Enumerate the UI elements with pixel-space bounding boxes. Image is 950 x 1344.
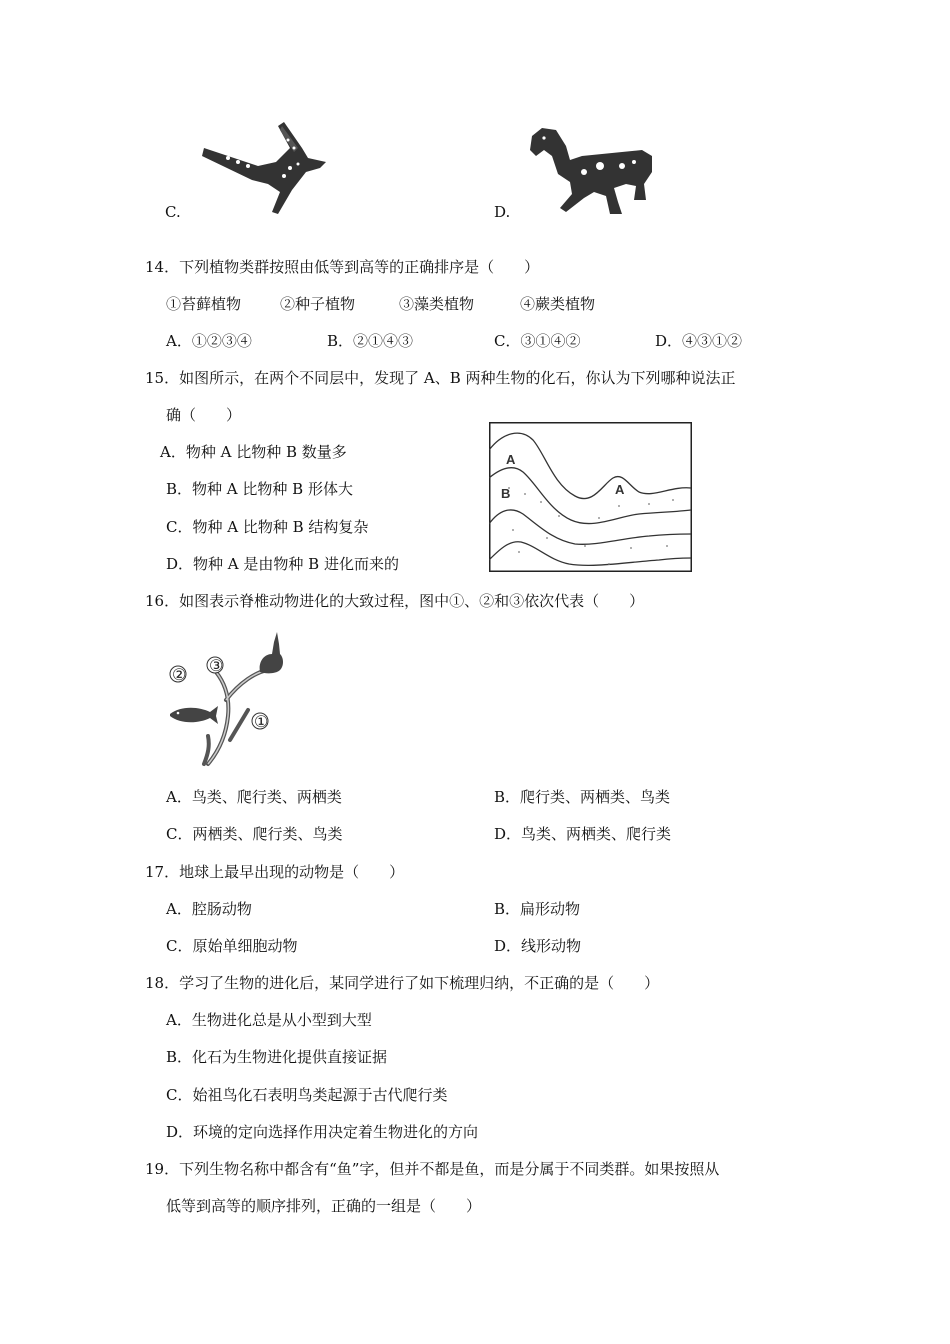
q18-option-b: B．化石为生物进化提供直接证据 bbox=[166, 1048, 388, 1066]
q16-option-d: D．鸟类、两栖类、爬行类 bbox=[494, 825, 672, 843]
q17-option-d: D．线形动物 bbox=[494, 937, 582, 955]
vertebrate-evolution-tree-figure bbox=[164, 624, 304, 769]
q17-option-a: A．腔肠动物 bbox=[166, 900, 252, 918]
q17-option-c: C．原始单细胞动物 bbox=[166, 937, 298, 955]
option-d-label: D. bbox=[494, 203, 511, 221]
figure-label-2: ② bbox=[172, 665, 187, 684]
option-c-label: C. bbox=[165, 203, 181, 221]
q16-option-a: A．鸟类、爬行类、两栖类 bbox=[166, 788, 342, 806]
q16-option-c: C．两栖类、爬行类、鸟类 bbox=[166, 825, 343, 843]
q14-item-3: ③藻类植物 bbox=[399, 295, 475, 313]
q16-option-b: B．爬行类、两栖类、鸟类 bbox=[494, 788, 671, 806]
q14-option-d: D．④③①② bbox=[655, 332, 743, 350]
fossil-label-a-upper: A bbox=[506, 452, 516, 467]
q15-option-c: C．物种 A 比物种 B 结构复杂 bbox=[166, 518, 369, 536]
q14-item-2: ②种子植物 bbox=[280, 295, 356, 313]
q18-option-d: D．环境的定向选择作用决定着生物进化的方向 bbox=[166, 1123, 479, 1141]
rabbit-image bbox=[260, 632, 283, 673]
fossil-label-a-right: A bbox=[615, 482, 625, 497]
bird-papercut-image bbox=[198, 118, 333, 218]
q14-option-b: B．②①④③ bbox=[327, 332, 414, 350]
q15-option-b: B．物种 A 比物种 B 形体大 bbox=[166, 480, 353, 498]
question-15-stem-line2: 确（ ） bbox=[166, 406, 242, 424]
question-19-stem-line2: 低等到高等的顺序排列，正确的一组是（ ） bbox=[166, 1197, 482, 1215]
tree-branch-3 bbox=[226, 670, 268, 700]
figure-label-3: ③ bbox=[209, 656, 224, 675]
question-14-stem: 14．下列植物类群按照由低等到高等的正确排序是（ ） bbox=[145, 258, 540, 276]
q14-item-4: ④蕨类植物 bbox=[520, 295, 596, 313]
tree-base-left bbox=[204, 736, 209, 764]
q18-option-c: C．始祖鸟化石表明鸟类起源于古代爬行类 bbox=[166, 1086, 448, 1104]
tree-branch-1 bbox=[230, 710, 248, 740]
q14-option-a: A．①②③④ bbox=[166, 332, 252, 350]
q18-option-a: A．生物进化总是从小型到大型 bbox=[166, 1011, 372, 1029]
fossil-strata-figure bbox=[489, 422, 692, 572]
question-18-stem: 18．学习了生物的进化后，某同学进行了如下梳理归纳，不正确的是（ ） bbox=[145, 974, 660, 992]
question-15-stem-line1: 15．如图所示，在两个不同层中，发现了 A、B 两种生物的化石，你认为下列哪种说法正 bbox=[145, 369, 736, 387]
q15-option-a: A．物种 A 比物种 B 数量多 bbox=[160, 443, 347, 461]
q17-option-b: B．扁形动物 bbox=[494, 900, 581, 918]
horse-papercut-image bbox=[526, 126, 656, 218]
q14-option-c: C．③①④② bbox=[494, 332, 581, 350]
question-17-stem: 17．地球上最早出现的动物是（ ） bbox=[145, 863, 405, 881]
figure-label-1: ① bbox=[254, 712, 269, 731]
question-16-stem: 16．如图表示脊椎动物进化的大致过程，图中①、②和③依次代表（ ） bbox=[145, 592, 645, 610]
q14-item-1: ①苔藓植物 bbox=[166, 295, 242, 313]
question-19-stem-line1: 19．下列生物名称中都含有“鱼”字，但并不都是鱼，而是分属于不同类群。如果按照从 bbox=[145, 1160, 720, 1178]
fish-image bbox=[170, 706, 218, 724]
q15-option-d: D．物种 A 是由物种 B 进化而来的 bbox=[166, 555, 399, 573]
fossil-label-b: B bbox=[501, 486, 511, 501]
